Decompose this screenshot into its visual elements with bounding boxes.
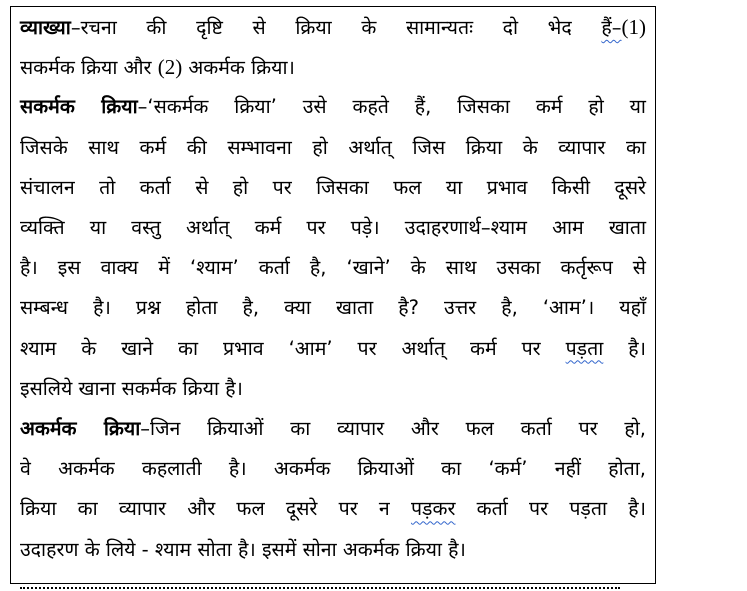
text-line	[20, 7, 646, 47]
text-segment: क्रिया का व्यापार और फल दूसरे पर न	[20, 497, 411, 521]
text-segment: है।	[603, 336, 646, 360]
text-segment: है। इस वाक्य में ‘श्याम’ कर्ता है, ‘खाने’ के साथ उसका कर्तृरूप से	[20, 256, 646, 280]
heading-term: सकर्मक क्रिया	[20, 95, 138, 119]
text-segment: पड़कर	[410, 497, 456, 521]
text-line	[20, 409, 646, 449]
text-line	[20, 489, 646, 529]
text-segment: श्याम के खाने का प्रभाव ‘आम’ पर अर्थात् कर्म पर	[20, 336, 566, 360]
text-segment: हैं–	[601, 16, 622, 39]
text-line	[20, 449, 646, 489]
text-line	[20, 369, 646, 409]
heading-term: अकर्मक क्रिया	[20, 417, 141, 440]
text-segment: (2)	[157, 55, 183, 80]
text-segment: (1)	[621, 15, 646, 39]
text-line	[20, 208, 646, 248]
text-line	[20, 248, 646, 288]
text-segment: वे अकर्मक कहलाती है। अकर्मक क्रियाओं का ‘कर्म’ नहीं होता,	[20, 457, 646, 481]
text-line	[20, 128, 646, 168]
text-line	[20, 530, 646, 570]
text-segment: उदाहरण के लिये - श्याम सोता है। इसमें सोना अकर्मक क्रिया है।	[20, 537, 466, 561]
text-segment: व्यक्ति या वस्तु अर्थात् कर्म पर पड़े। उदाहरणार्थ–श्याम आम खाता	[20, 216, 646, 239]
text-segment: अकर्मक क्रिया।	[182, 56, 295, 80]
text-segment: पड़ता	[565, 336, 604, 360]
text-line	[20, 329, 646, 369]
text-line	[20, 168, 646, 208]
text-line	[20, 47, 646, 87]
text-segment: –रचना की दृष्टि से क्रिया के सामान्यतः दो भेद	[70, 16, 602, 39]
text-segment: कर्ता पर पड़ता है।	[455, 497, 646, 521]
text-segment: जिसके साथ कर्म की सम्भावना हो अर्थात् जिस क्रिया के व्यापार का	[20, 135, 646, 159]
text-segment: –‘सकर्मक क्रिया’ उसे कहते हैं, जिसका कर्म हो या	[137, 95, 646, 119]
text-segment: सम्बन्ध है। प्रश्न होता है, क्या खाता है? उत्तर है, ‘आम’। यहाँ	[20, 296, 646, 320]
text-segment: इसलिये खाना सकर्मक क्रिया है।	[20, 376, 243, 400]
text-segment: सकर्मक क्रिया और	[20, 56, 158, 80]
cut-off-next-line	[20, 585, 646, 591]
text-line	[20, 288, 646, 328]
text-segment: संचालन तो कर्ता से हो पर जिसका फल या प्रभाव किसी दूसरे	[20, 175, 646, 199]
text-line	[20, 87, 646, 127]
heading-term: व्याख्या	[20, 16, 71, 39]
text-segment: –जिन क्रियाओं का व्यापार और फल कर्ता पर हो,	[140, 417, 646, 440]
